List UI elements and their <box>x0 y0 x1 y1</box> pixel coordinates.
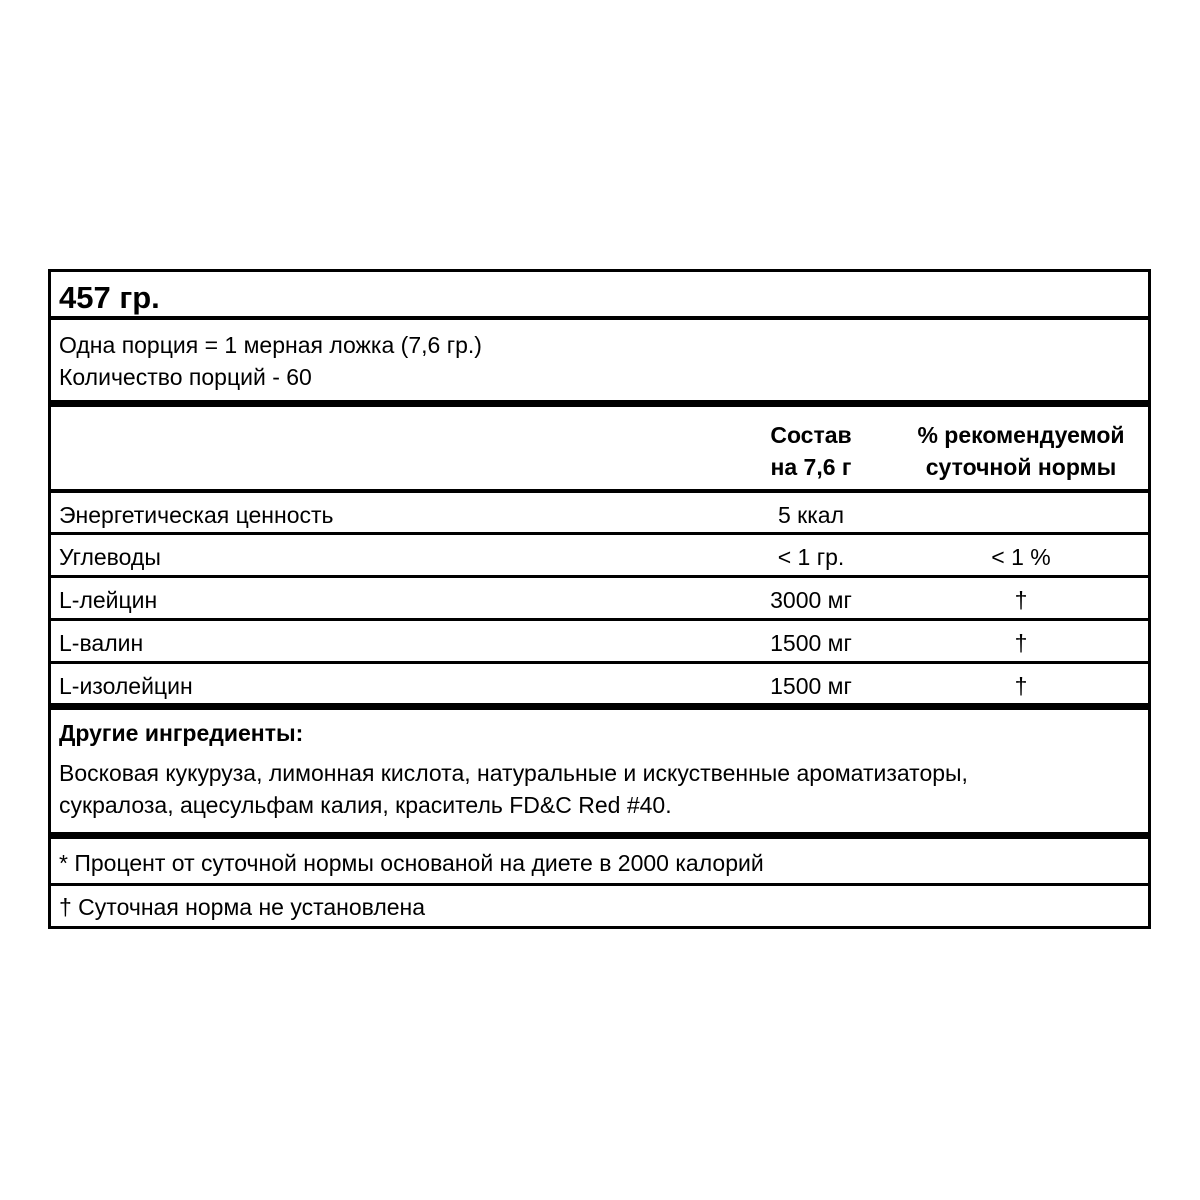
divider <box>51 661 1148 664</box>
nutrient-daily-value: † <box>1014 673 1028 699</box>
footnote-dagger: † Суточная норма не установлена <box>59 894 426 920</box>
servings-count: Количество порций - 60 <box>59 364 312 390</box>
nutrient-daily-value: † <box>1014 630 1028 656</box>
nutrient-amount: 1500 мг <box>770 673 852 699</box>
daily-value-header-line1: % рекомендуемой <box>917 422 1125 448</box>
package-weight: 457 гр. <box>59 280 160 315</box>
daily-value-header-line2: суточной нормы <box>925 454 1117 480</box>
nutrient-amount: 1500 мг <box>770 630 852 656</box>
nutrient-amount: 5 ккал <box>777 502 845 528</box>
divider <box>51 489 1148 493</box>
divider-thick <box>51 832 1148 839</box>
nutrient-name: Углеводы <box>59 544 161 570</box>
ingredients-text-line1: Восковая кукуруза, лимонная кислота, натуральные и искуственные ароматизаторы, <box>59 760 968 786</box>
ingredients-text-line2: сукралоза, ацесульфам калия, краситель FD&C Red #40. <box>59 792 672 818</box>
divider-thick <box>51 703 1148 710</box>
nutrient-name: L-валин <box>59 630 144 656</box>
divider <box>51 575 1148 578</box>
ingredients-heading: Другие ингредиенты: <box>59 720 304 746</box>
nutrient-daily-value: < 1 % <box>991 544 1051 570</box>
footnote-percent: * Процент от суточной нормы основаной на диете в 2000 калорий <box>59 850 764 876</box>
nutrition-facts-panel <box>48 269 1151 929</box>
amount-header-line1: Состав <box>770 422 852 448</box>
nutrient-amount: 3000 мг <box>770 587 852 613</box>
divider <box>51 883 1148 886</box>
amount-header-line2: на 7,6 г <box>770 454 852 480</box>
divider <box>51 618 1148 621</box>
divider <box>51 316 1148 320</box>
nutrient-name: L-лейцин <box>59 587 158 613</box>
nutrient-amount: < 1 гр. <box>777 544 845 570</box>
divider-thick <box>51 400 1148 407</box>
serving-size: Одна порция = 1 мерная ложка (7,6 гр.) <box>59 332 482 358</box>
nutrient-name: L-изолейцин <box>59 673 193 699</box>
divider <box>51 532 1148 535</box>
nutrient-name: Энергетическая ценность <box>59 502 334 528</box>
nutrient-daily-value: † <box>1014 587 1028 613</box>
